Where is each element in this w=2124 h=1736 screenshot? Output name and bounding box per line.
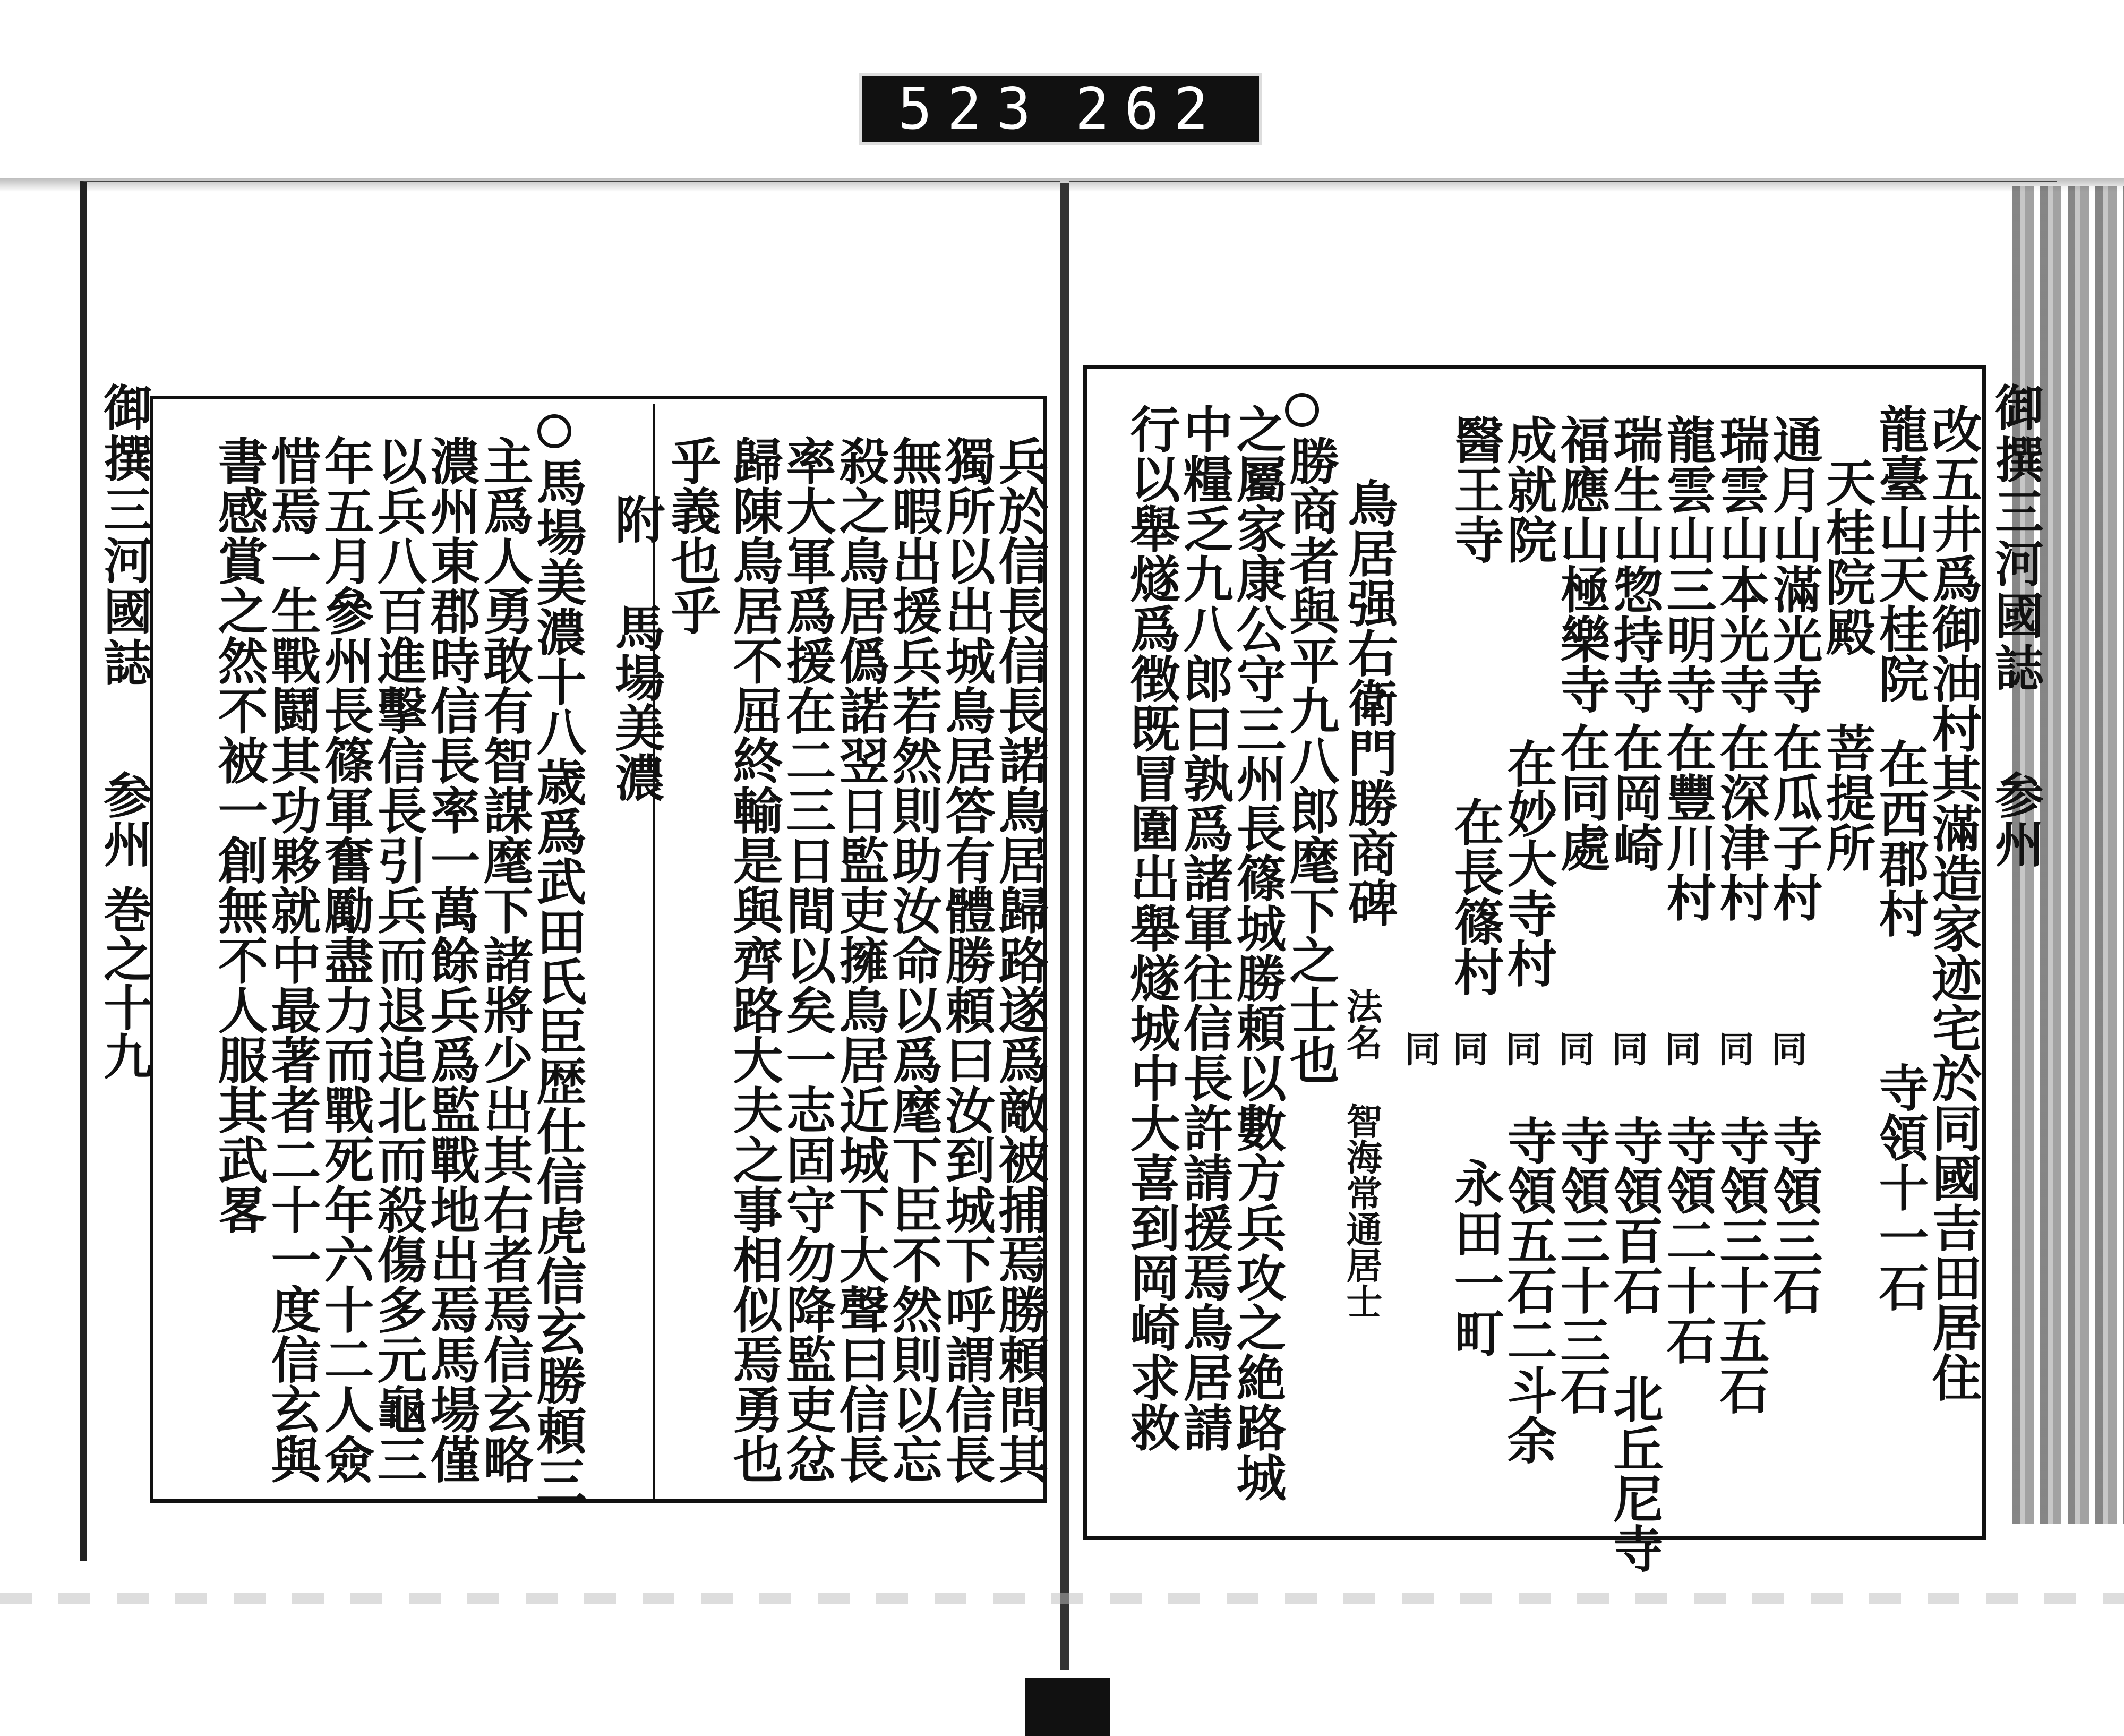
left-col-7: 乎義也乎 bbox=[662, 435, 721, 635]
left-spine-title: 御撰三河國誌 bbox=[96, 382, 153, 688]
right-col-temple-3: 瑞雲山本光寺 bbox=[1711, 414, 1769, 714]
frame-number-right: 262 bbox=[1075, 76, 1223, 142]
right-col-temple-7: 成就院 bbox=[1498, 414, 1557, 564]
right-col-loc-6: 在同處 bbox=[1552, 722, 1610, 872]
grant-2: 寺領三石 bbox=[1764, 1115, 1822, 1315]
grant-6: 寺領三十三石 bbox=[1552, 1115, 1610, 1415]
left-col-11: 濃州東郡時信長率一萬餘兵爲監戰地出焉馬場僅 bbox=[422, 435, 480, 1484]
right-spine-title: 御撰三河國誌 bbox=[1987, 382, 2044, 695]
right-col-temple-5: 瑞生山惣持寺 bbox=[1605, 414, 1663, 714]
right-spine-section: 参州 bbox=[1987, 770, 2044, 868]
left-spine-lower: 参州 bbox=[96, 770, 153, 868]
grant-prefix-6: 同 bbox=[1500, 1030, 1542, 1066]
left-col-4: 殺之鳥居僞諾翌日監吏擁鳥居近城下大聲曰信長 bbox=[830, 435, 889, 1484]
right-col-loc-4: 在豐川村 bbox=[1658, 722, 1716, 922]
right-col-loc-3: 在深津村 bbox=[1711, 722, 1769, 922]
film-bottom-edge bbox=[0, 1593, 2124, 1604]
grant-3: 寺領三十五石 bbox=[1711, 1115, 1769, 1415]
left-col-5: 率大軍爲援在二三日間以矣一志固守勿降監吏忿 bbox=[777, 435, 836, 1484]
right-col-loc-7: 在妙大寺村 bbox=[1498, 738, 1557, 988]
frame-number-tag bbox=[859, 73, 1262, 145]
grant-4: 寺領二十石 bbox=[1658, 1115, 1716, 1365]
film-bottom-tab bbox=[1025, 1678, 1110, 1736]
grant-prefix-1: 同 bbox=[1765, 1030, 1808, 1066]
left-col-appendix: 附 馬場美濃 bbox=[606, 494, 665, 802]
grant-1: 寺領十一石 bbox=[1870, 1062, 1929, 1312]
left-col-3: 無暇出援兵若然則助汝命以爲麾下臣不然則以忘 bbox=[884, 435, 942, 1484]
right-col-honor: 天桂院殿 bbox=[1817, 457, 1875, 656]
grant-prefix-8: 同 bbox=[1399, 1030, 1441, 1066]
left-col-6: 歸陳鳥居不屈終輸是與齊路大夫之事相似焉勇也 bbox=[724, 435, 783, 1484]
left-col-15: 書感賞之然不被一創無不人服其武畧 bbox=[209, 435, 268, 1234]
entry-circle-mark bbox=[537, 414, 571, 448]
right-col-bio-4: 行以舉燧爲徴既冒圍出舉燧城中大喜到岡崎求救 bbox=[1121, 404, 1180, 1452]
grant-prefix-2: 同 bbox=[1712, 1030, 1754, 1066]
grant-8: 永田一町 bbox=[1445, 1158, 1504, 1357]
right-col-temple-4: 龍雲山三明寺 bbox=[1658, 414, 1716, 714]
left-col-10: 主爲人勇敢有智謀麾下諸將少出其右者焉信玄略 bbox=[475, 435, 533, 1484]
monument-posthumous-name: 法名 智海常通居士 bbox=[1340, 988, 1383, 1319]
grant-prefix-7: 同 bbox=[1446, 1030, 1489, 1066]
right-col-bio-2: 之屬家康公守三州長篠城勝頼以數方兵攻之絶路城 bbox=[1228, 404, 1286, 1502]
right-col-bodai: 菩提所 bbox=[1817, 722, 1875, 872]
grant-5: 寺領百石 北丘尼寺 bbox=[1605, 1115, 1663, 1573]
left-col-1: 兵於信長信長諾鳥居歸路遂爲敵被捕焉勝頼問其 bbox=[990, 435, 1048, 1484]
right-col-loc-8: 在長篠村 bbox=[1445, 797, 1504, 996]
right-col-loc-2: 在瓜子村 bbox=[1764, 722, 1822, 922]
left-col-13: 年五月參州長篠軍奮勵盡力而戰死年六十二人僉 bbox=[315, 435, 374, 1484]
left-col-12: 以兵八百進擊信長引兵而退追北而殺傷多元龜三 bbox=[369, 435, 427, 1484]
left-col-9: 馬場美濃十八歳爲武田氏臣歴仕信虎信玄勝頼三 bbox=[528, 457, 586, 1505]
monument-title: 鳥居强右衛門勝商碑 bbox=[1339, 478, 1398, 927]
left-col-14: 惜焉一生戰鬪其功夥就中最著者二十一度信玄與 bbox=[262, 435, 321, 1484]
right-col-bio-3: 中糧乏九八郎曰孰爲諸軍往信長許請援焉鳥居請 bbox=[1175, 404, 1233, 1452]
left-col-2: 獨所以出城鳥居答有體勝頼曰汝到城下呼謂信長 bbox=[937, 435, 995, 1484]
grant-prefix-3: 同 bbox=[1659, 1030, 1701, 1066]
left-spine-folio: 巻之十九 bbox=[96, 885, 153, 1081]
right-col-loc-1: 在西郡村 bbox=[1870, 738, 1929, 938]
grant-prefix-5: 同 bbox=[1553, 1030, 1595, 1066]
entry-circle-mark-right bbox=[1285, 393, 1319, 427]
right-col-loc-5: 在岡崎 bbox=[1605, 722, 1663, 872]
right-col-bio-1: 勝商者與平九八郎麾下之士也 bbox=[1281, 435, 1339, 1084]
right-col-temple-6: 福應山極樂寺 bbox=[1552, 414, 1610, 714]
left-spine-section bbox=[89, 770, 159, 1080]
book-gutter bbox=[1060, 183, 1069, 1670]
right-col-temple-8: 醫王寺 bbox=[1445, 414, 1504, 564]
grant-prefix-4: 同 bbox=[1606, 1030, 1648, 1066]
right-col-temple-1: 龍臺山天桂院 bbox=[1870, 404, 1929, 703]
frame-number-left: 523 bbox=[897, 76, 1046, 142]
right-col-1: 改五井爲御油村其滿造家迹宅於同國吉田居住 bbox=[1923, 404, 1982, 1402]
grant-7: 寺領五石二斗余 bbox=[1498, 1115, 1557, 1465]
right-col-temple-2: 通月山滿光寺 bbox=[1764, 414, 1822, 714]
